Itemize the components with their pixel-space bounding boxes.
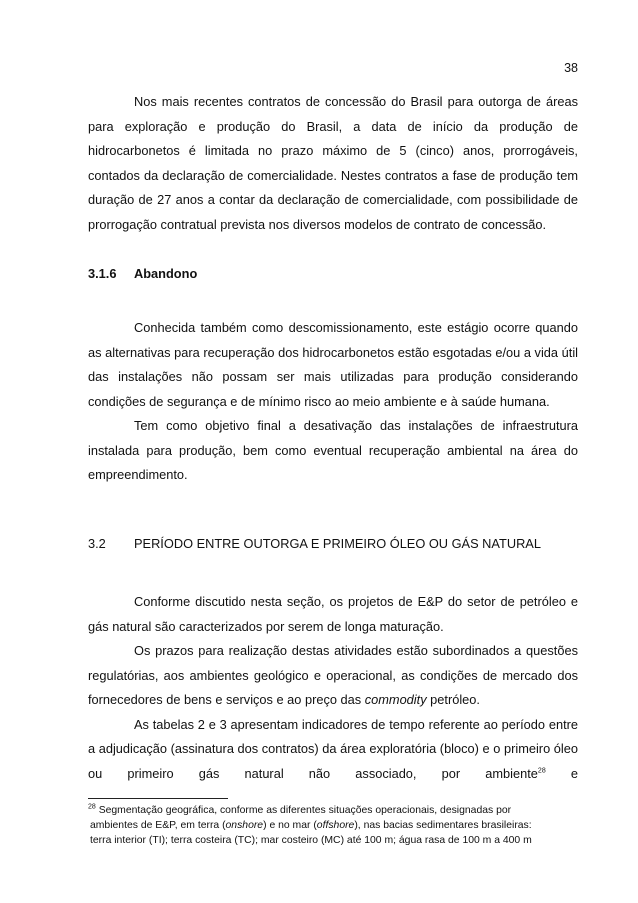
- footnote-text: ) e no mar (: [263, 820, 317, 831]
- section-title: Abandono: [134, 266, 198, 281]
- emphasis-commodity: commodity: [364, 692, 427, 707]
- footnote-text: ), nas bacias sedimentares brasileiras:: [354, 820, 532, 831]
- section-heading-abandono: [88, 266, 197, 281]
- footnote-line: [88, 833, 588, 848]
- paragraph-contracts: [88, 90, 578, 237]
- footnote-emphasis: onshore: [225, 820, 264, 831]
- footnote-text: Segmentação geográfica, conforme as diferentes situações operacionais, designadas por: [98, 805, 512, 816]
- paragraph-deadlines: [88, 639, 578, 713]
- paragraph-maturation: Conforme discutido nesta seção, os projetos de E&P do setor de petróleo e gás natural são caracterizados por serem de longa maturação.: [88, 594, 578, 634]
- footnote-reference: 28: [537, 767, 546, 775]
- paragraph-text: Os prazos para realização destas atividades estão subordinados a questões regulatórias, aos ambientes geológico e operacional, as condições de mercado dos fornecedores de bens e serviços e ao preço das: [88, 643, 578, 707]
- footnote-line: [88, 803, 588, 818]
- paragraph-objective: Tem como objetivo final a desativação das instalações de infraestrutura instalada para produção, bem como eventual recuperação ambiental na área do empreendimento.: [88, 418, 578, 482]
- paragraph-text: petróleo.: [426, 692, 480, 707]
- footnote: [88, 803, 588, 848]
- footnote-text: terra interior (TI); terra costeira (TC); mar costeiro (MC) até 100 m; água rasa de 100 m a 400 m: [90, 835, 532, 846]
- paragraph-group-periodo: [88, 590, 578, 786]
- footnote-text: ambientes de E&P, em terra (: [90, 820, 226, 831]
- page-number: 38: [564, 61, 578, 75]
- paragraph-tables: [88, 713, 578, 787]
- paragraph-group-abandono: [88, 316, 578, 488]
- section-number: 3.1.6: [88, 266, 117, 281]
- footnote-marker: 28: [88, 803, 96, 811]
- paragraph-decommissioning: Conhecida também como descomissionamento, este estágio ocorre quando as alternativas para recuperação dos hidrocarbonetos estão esgotadas e/ou a vida útil das instalações não possam ser mais utilizadas para produção considerando condições de segurança e de mínimo risco ao meio ambiente e à saúde humana.: [88, 320, 578, 409]
- section-heading-periodo: [88, 536, 541, 551]
- section-title: PERÍODO ENTRE OUTORGA E PRIMEIRO ÓLEO OU GÁS NATURAL: [134, 536, 541, 551]
- section-number: 3.2: [88, 536, 106, 551]
- footnote-emphasis: offshore: [316, 820, 355, 831]
- paragraph-text: As tabelas 2 e 3 apresentam indicadores de tempo referente ao período entre a adjudicação (assinatura dos contratos) da área exploratória (bloco) e o primeiro óleo ou primeiro gás natural não associado, por ambiente: [88, 716, 578, 781]
- footnote-line: [88, 818, 588, 833]
- footnote-divider: [88, 798, 228, 799]
- paragraph-text: Nos mais recentes contratos de concessão do Brasil para outorga de áreas para exploração e produção do Brasil, a data de início da produção de hidrocarbonetos é limitada no prazo máximo de 5 (cinco) anos, prorrogáveis, contados da declaração de comercialidade. Nestes contratos a fase de produção tem duração de 27 anos a contar da declaração de comercialidade, com possibilidade de prorrogação contratual prevista nos diversos modelos de contrato de concessão.: [88, 94, 578, 232]
- paragraph-text: e: [545, 765, 578, 781]
